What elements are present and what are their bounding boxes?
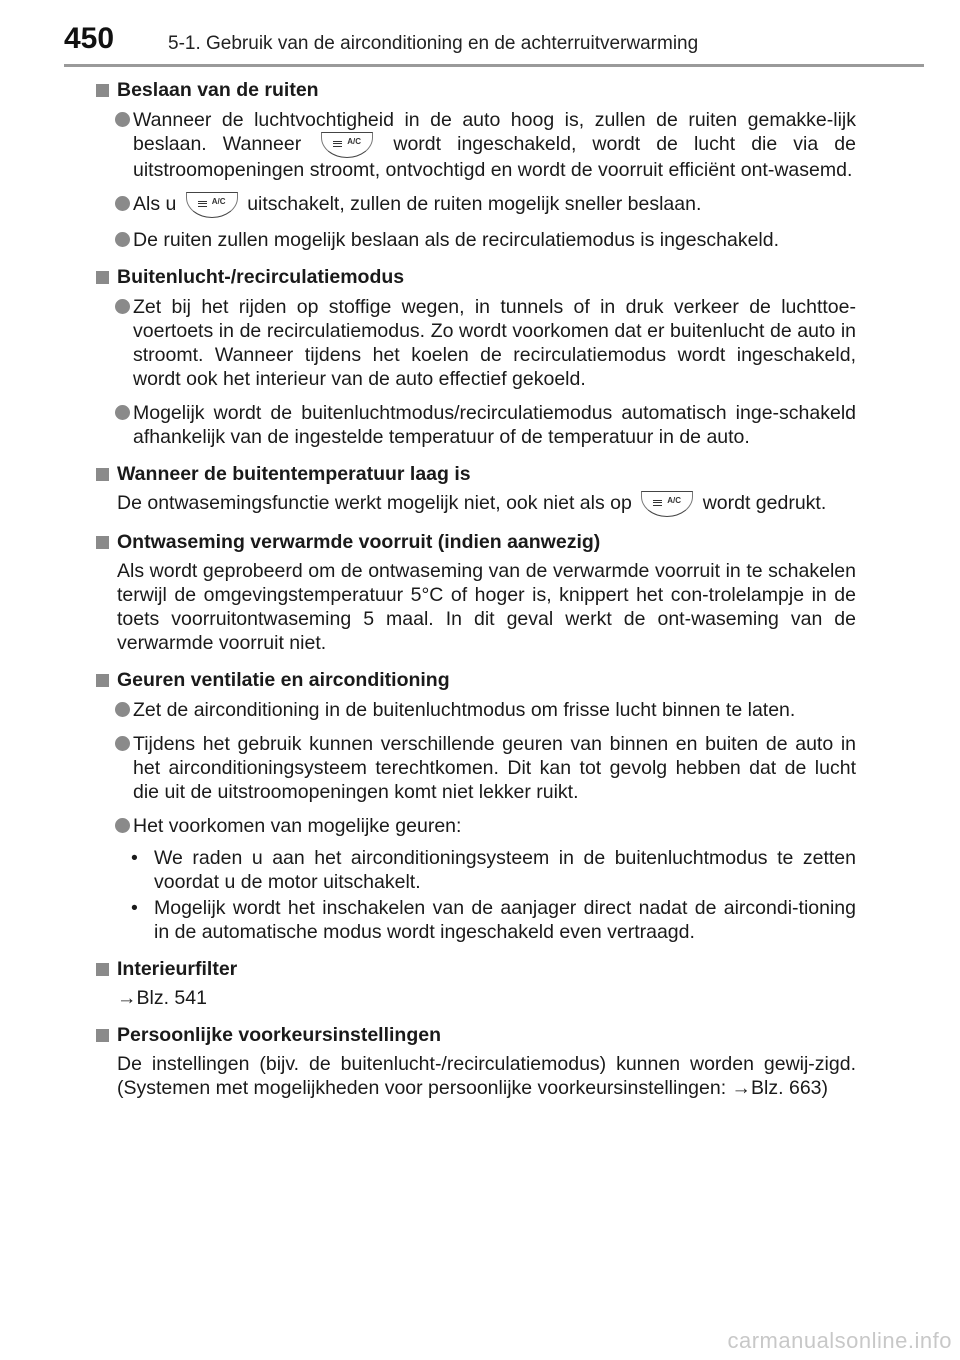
bullet-item xyxy=(117,698,856,722)
bullet-text: Wanneer de luchtvochtigheid in de auto hoog is, zullen de ruiten gemakke-lijk beslaan. Wanneer xyxy=(133,109,856,155)
section-title: Interieurfilter xyxy=(117,958,238,980)
page-content xyxy=(96,78,856,1100)
section-geuren xyxy=(96,668,856,944)
section-paragraph: De instellingen (bijv. de buitenlucht-/recirculatiemodus) kunnen worden gewij-zigd. (Systemen met mogelijkheden voor persoonlijke voorkeursinstellingen: →Blz. 663) xyxy=(117,1053,856,1099)
sub-bullet-item xyxy=(117,896,856,944)
section-paragraph: De ontwasemingsfunctie werkt mogelijk niet, ook niet als op A/C wordt gedrukt. xyxy=(117,491,856,517)
square-bullet-icon xyxy=(96,84,109,97)
square-bullet-icon xyxy=(96,674,109,687)
dot-bullet-icon: • xyxy=(131,897,138,919)
bullet-item xyxy=(117,401,856,449)
circle-bullet-icon xyxy=(115,405,130,420)
bullet-item xyxy=(117,295,856,391)
square-bullet-icon xyxy=(96,963,109,976)
bullet-item xyxy=(117,732,856,804)
section-title: Wanneer de buitentemperatuur laag is xyxy=(117,463,471,485)
section-paragraph: Als wordt geprobeerd om de ontwaseming van de verwarmde voorruit in te schakelen terwijl de omgevingstemperatuur 5°C of hoger is, knippert het con-trolelampje in de toets voorruitontwaseming 5 maal. In dit geval werkt de ont-waseming van de verwarmde voorruit niet. xyxy=(117,560,856,654)
bullet-text: wordt ingeschakeld, wordt de lucht die via de uitstroomopeningen stroomt, ontvochtigd en wordt de voorruit efficiënt ont-wasemd. xyxy=(133,133,856,181)
section-title: Geuren ventilatie en airconditioning xyxy=(117,669,450,691)
bullet-text: Mogelijk wordt de buitenluchtmodus/recirculatiemodus automatisch inge-schakeld afhankelijk van de ingestelde temperatuur of de temperatuur in de auto. xyxy=(133,402,856,448)
bullet-text: Het voorkomen van mogelijke geuren: xyxy=(133,815,462,837)
circle-bullet-icon xyxy=(115,299,130,314)
ac-button-icon: A/C xyxy=(641,491,693,517)
page-number: 450 xyxy=(64,22,115,55)
section-beslaan xyxy=(96,78,856,252)
circle-bullet-icon xyxy=(115,232,130,247)
chapter-title: 5-1. Gebruik van de airconditioning en de achterruitverwarming xyxy=(168,33,699,54)
bullet-text: Als u xyxy=(133,193,177,215)
section-voorruit xyxy=(96,530,856,655)
section-title: Persoonlijke voorkeursinstellingen xyxy=(117,1024,442,1046)
circle-bullet-icon xyxy=(115,818,130,833)
watermark: carmanualsonline.info xyxy=(727,1328,952,1353)
section-interieurfilter xyxy=(96,957,856,1010)
section-title: Beslaan van de ruiten xyxy=(117,79,319,101)
circle-bullet-icon xyxy=(115,112,130,127)
ac-button-icon: A/C xyxy=(186,192,238,218)
square-bullet-icon xyxy=(96,468,109,481)
bullet-text: Tijdens het gebruik kunnen verschillende geuren van binnen en buiten de auto in het airconditioningsysteem terechtkomen. Dit kan tot gevolg hebben dat de lucht die uit de uitstroomopeningen komt niet lekker ruikt. xyxy=(133,733,856,803)
dot-bullet-icon: • xyxy=(131,847,138,869)
bullet-text: Zet de airconditioning in de buitenluchtmodus om frisse lucht binnen te laten. xyxy=(133,699,796,721)
circle-bullet-icon xyxy=(115,702,130,717)
ac-button-icon: A/C xyxy=(321,132,373,158)
circle-bullet-icon xyxy=(115,196,130,211)
sub-bullet-item xyxy=(117,846,856,894)
sub-bullet-text: We raden u aan het airconditioningsysteem in de buitenluchtmodus te zetten voordat u de motor uitschakelt. xyxy=(154,847,856,893)
square-bullet-icon xyxy=(96,1029,109,1042)
section-voorkeursinstellingen xyxy=(96,1023,856,1100)
square-bullet-icon xyxy=(96,536,109,549)
bullet-item xyxy=(117,108,856,182)
square-bullet-icon xyxy=(96,271,109,284)
section-buitentemperatuur xyxy=(96,462,856,517)
bullet-item xyxy=(117,228,856,252)
page-header xyxy=(64,22,924,62)
bullet-item xyxy=(117,814,856,838)
sub-bullet-text: Mogelijk wordt het inschakelen van de aanjager direct nadat de aircondi-tioning in de automatische modus wordt ingeschakeld even vertraagd. xyxy=(154,897,856,943)
section-title: Ontwaseming verwarmde voorruit (indien aanwezig) xyxy=(117,531,601,553)
bullet-item xyxy=(117,192,856,218)
header-divider xyxy=(64,64,924,67)
section-title: Buitenlucht-/recirculatiemodus xyxy=(117,266,405,288)
bullet-text: Zet bij het rijden op stoffige wegen, in tunnels of in druk verkeer de luchttoe-voertoets in de recirculatiemodus. Zo wordt voorkomen dat er buitenlucht de auto in stroomt. Wanneer tijdens het koelen de recirculatiemodus wordt ingeschakeld, wordt ook het interieur van de auto effectief gekoeld. xyxy=(133,296,856,390)
page-reference: →Blz. 541 xyxy=(117,987,207,1009)
section-recirculatie xyxy=(96,265,856,449)
bullet-text: De ruiten zullen mogelijk beslaan als de recirculatiemodus is ingeschakeld. xyxy=(133,229,780,251)
bullet-text: uitschakelt, zullen de ruiten mogelijk sneller beslaan. xyxy=(247,193,702,215)
circle-bullet-icon xyxy=(115,736,130,751)
